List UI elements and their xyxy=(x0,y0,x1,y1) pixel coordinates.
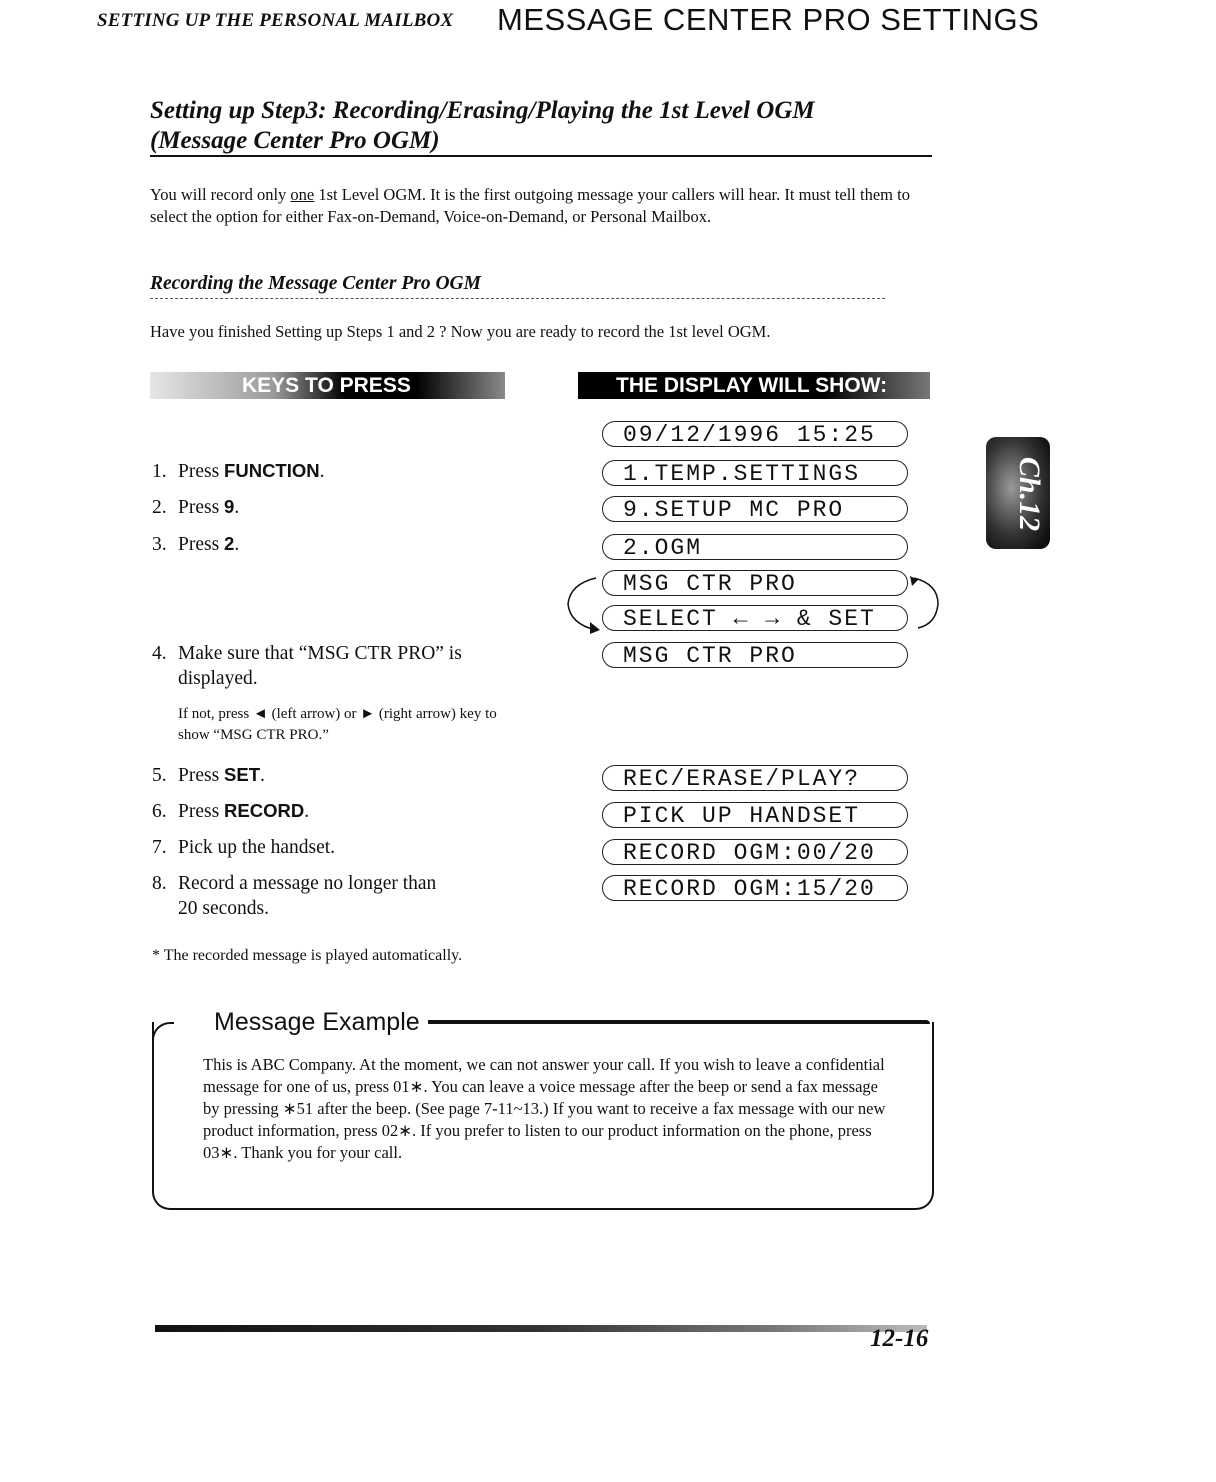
step-number: 3. xyxy=(152,534,167,555)
lcd-rec-erase-play: REC/ERASE/PLAY? xyxy=(602,765,908,791)
step-text: Record a message no longer than xyxy=(178,873,437,894)
step-number: 7. xyxy=(152,837,167,858)
footnote: * The recorded message is played automatically. xyxy=(152,947,463,964)
lcd-record-ogm-progress: RECORD OGM:15/20 xyxy=(602,875,908,901)
step-suffix: . xyxy=(319,461,325,482)
step-text: Press xyxy=(178,534,225,555)
step-text: Press xyxy=(178,497,225,518)
step-8 xyxy=(152,871,512,921)
lcd-date-time: 09/12/1996 15:25 xyxy=(602,421,908,447)
step-suffix: . xyxy=(234,497,240,518)
step-1 xyxy=(152,458,325,484)
intro-emphasis: one xyxy=(290,185,315,204)
footer-rule xyxy=(155,1325,927,1332)
lcd-select-set: SELECT ← → & SET xyxy=(602,605,908,631)
left-arrowhead xyxy=(590,622,600,634)
running-header-chapter: MESSAGE CENTER PRO SETTINGS xyxy=(497,2,1040,37)
key-9: 9 xyxy=(224,496,235,517)
message-example-body: This is ABC Company. At the moment, we can not answer your call. If you wish to leave a confidential message for one of us, press 01∗. You can leave a voice message after the beep or send a fax message by pressing ∗51 after the beep. (See page 7-11~13.) If you want to receive a fax message with our new product information, press 02∗. If you prefer to listen to our product information on the phone, press 03∗. Thank you for your call. xyxy=(203,1055,886,1162)
keys-to-press-banner xyxy=(150,372,505,399)
page-title-line1: Setting up Step3: Recording/Erasing/Playing the 1st Level OGM xyxy=(150,97,815,124)
lead-paragraph: Have you finished Setting up Steps 1 and 2 ? Now you are ready to record the 1st level OGM. xyxy=(150,322,771,341)
step-2 xyxy=(152,494,239,520)
step-number: 5. xyxy=(152,765,167,786)
step-5 xyxy=(152,762,265,788)
subsection-rule xyxy=(150,298,885,300)
left-curve-arrow xyxy=(568,578,596,630)
message-box-top-rule xyxy=(428,1020,930,1024)
lcd-temp-settings: 1.TEMP.SETTINGS xyxy=(602,460,908,486)
subsection-title: Recording the Message Center Pro OGM xyxy=(150,273,481,294)
step-4-note: If not, press ◄ (left arrow) or ► (right arrow) key to show “MSG CTR PRO.” xyxy=(178,706,497,743)
page-title xyxy=(150,96,940,156)
step-7 xyxy=(152,835,335,860)
title-rule xyxy=(150,155,932,157)
step-text-cont: displayed. xyxy=(178,668,258,689)
chapter-tab xyxy=(986,437,1050,549)
running-header-section: SETTING UP THE PERSONAL MAILBOX xyxy=(97,10,454,31)
page-title-line2: (Message Center Pro OGM) xyxy=(150,127,440,154)
step-3 xyxy=(152,531,239,557)
step-text: Make sure that “MSG CTR PRO” is xyxy=(178,643,462,664)
step-4 xyxy=(152,641,512,691)
alternating-display-arrows xyxy=(556,570,946,640)
step-suffix: . xyxy=(234,534,240,555)
key-record: RECORD xyxy=(224,800,305,821)
step-suffix: . xyxy=(260,765,265,786)
right-curve-arrow xyxy=(914,578,938,628)
chapter-tab-label: Ch.12 xyxy=(1013,456,1047,532)
intro-paragraph xyxy=(150,184,940,228)
step-suffix: . xyxy=(304,801,310,822)
key-function: FUNCTION xyxy=(224,460,320,481)
lcd-pick-up-handset: PICK UP HANDSET xyxy=(602,802,908,828)
step-6 xyxy=(152,798,309,824)
keys-banner-label: KEYS TO PRESS xyxy=(242,374,411,397)
lcd-ogm: 2.OGM xyxy=(602,534,908,560)
step-text: Press xyxy=(178,765,225,786)
step-text: Pick up the handset. xyxy=(178,837,336,858)
step-text-cont: 20 seconds. xyxy=(178,898,269,919)
step-number: 4. xyxy=(152,643,167,664)
message-example-title: Message Example xyxy=(206,1008,428,1037)
lcd-record-ogm-start: RECORD OGM:00/20 xyxy=(602,839,908,865)
step-number: 1. xyxy=(152,461,167,482)
lcd-msg-ctr-pro-alt: MSG CTR PRO xyxy=(602,570,908,596)
lcd-msg-ctr-pro: MSG CTR PRO xyxy=(602,642,908,668)
right-arrowhead xyxy=(910,576,918,586)
intro-part2: 1st Level OGM. It is the first outgoing message your callers will hear. It must tell them to select the option for either Fax-on-Demand, Voice-on-Demand, or Personal Mailbox. xyxy=(150,185,910,226)
lcd-setup-mc-pro: 9.SETUP MC PRO xyxy=(602,496,908,522)
step-text: Press xyxy=(178,461,225,482)
intro-part1: You will record only xyxy=(150,185,291,204)
step-text: Press xyxy=(178,801,225,822)
key-2: 2 xyxy=(224,533,235,554)
step-number: 6. xyxy=(152,801,167,822)
display-banner-label: THE DISPLAY WILL SHOW: xyxy=(616,374,888,397)
step-number: 8. xyxy=(152,873,167,894)
display-will-show-banner xyxy=(578,372,930,399)
page-number: 12-16 xyxy=(870,1325,929,1352)
step-number: 2. xyxy=(152,497,167,518)
key-set: SET xyxy=(224,764,261,785)
